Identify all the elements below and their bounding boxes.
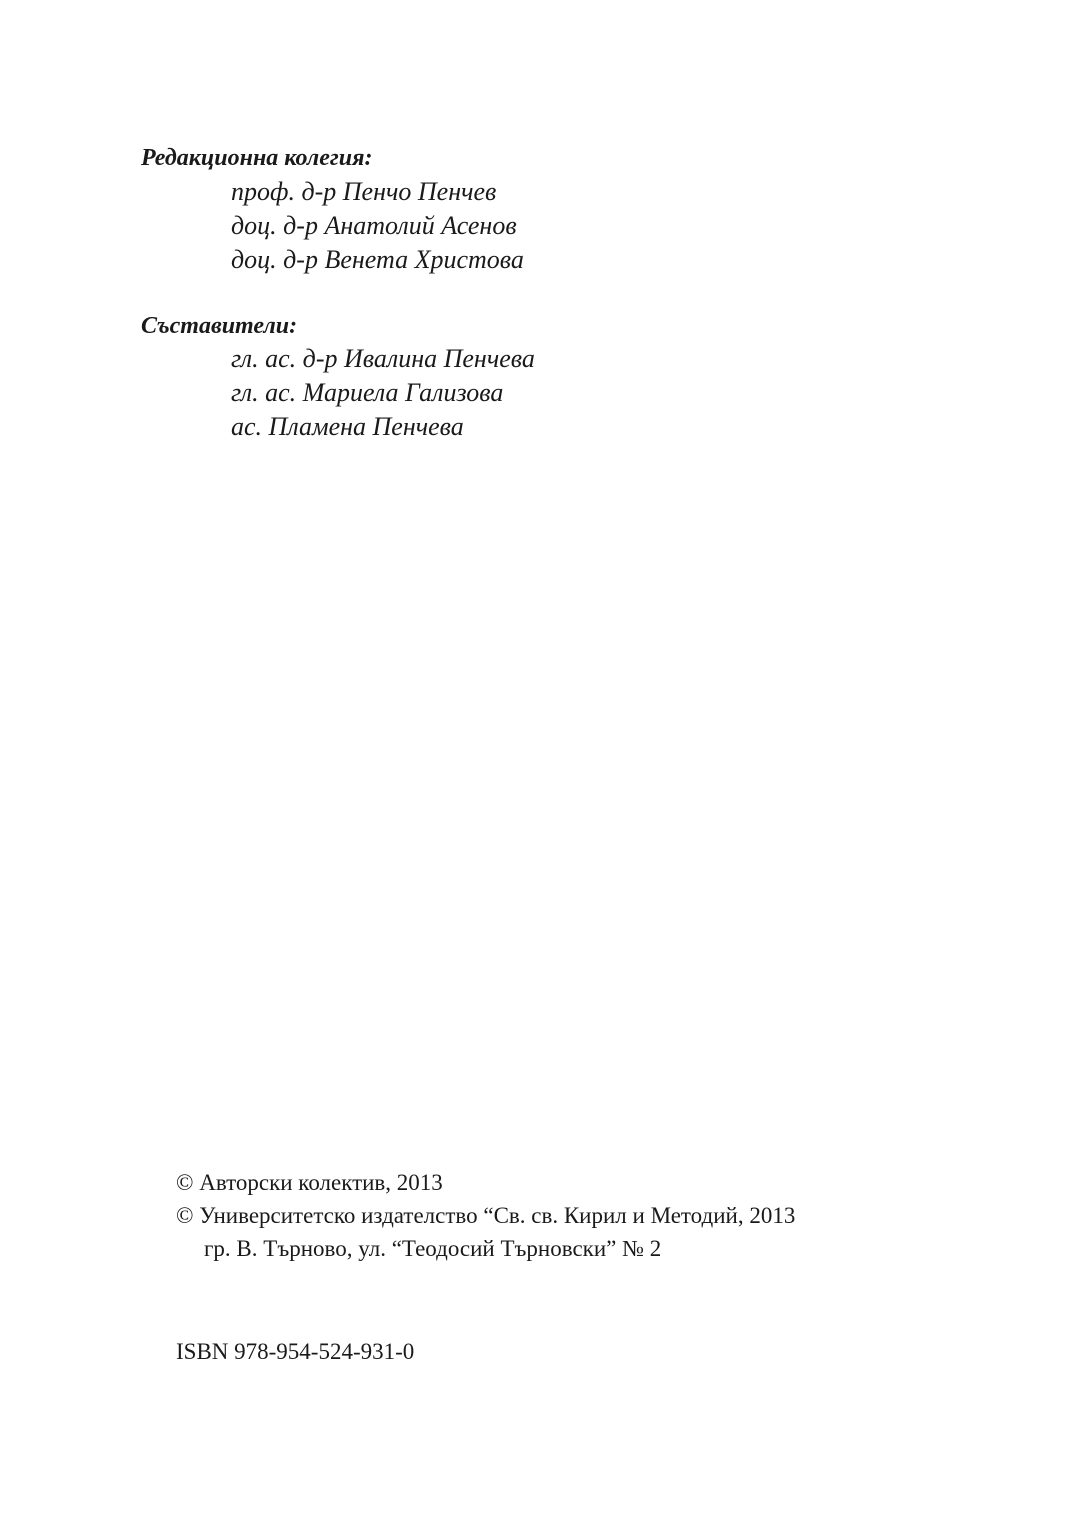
compilers-list [231,342,535,444]
editorial-board-member: доц. д-р Анатолий Асенов [231,211,517,240]
editorial-board-heading: Редакционна колегия: [141,145,373,171]
editorial-board-member: доц. д-р Венета Христова [231,245,524,274]
isbn-number: ISBN 978-954-524-931-0 [176,1339,415,1364]
compiler-member: гл. ас. д-р Ивалина Пенчева [231,344,535,373]
compilers-heading: Съставители: [141,313,298,339]
publisher-address: гр. В. Търново, ул. “Теодосий Търновски” № 2 [204,1236,662,1261]
copyright-publisher: © Университетско издателство “Св. св. Кирил и Методий, 2013 [176,1203,796,1228]
editorial-board-list [231,175,524,277]
editorial-board-member: проф. д-р Пенчо Пенчев [231,177,497,206]
compiler-member: гл. ас. Мариела Гализова [231,378,504,407]
copyright-block [176,1166,795,1265]
copyright-authors: © Авторски колектив, 2013 [176,1170,443,1195]
compiler-member: ас. Пламена Пенчева [231,412,464,441]
